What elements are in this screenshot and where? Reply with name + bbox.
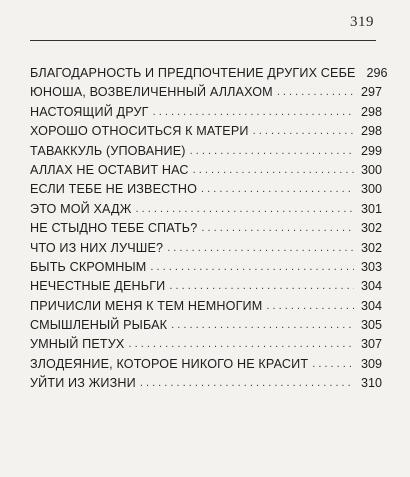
toc-dot-leader	[169, 277, 354, 296]
toc-entry-title: ХОРОШО ОТНОСИТЬСЯ К МАТЕРИ	[30, 124, 249, 139]
toc-dot-leader	[140, 374, 354, 393]
toc-entry	[30, 64, 388, 83]
toc-entry	[30, 239, 382, 258]
toc-entry-page: 302	[360, 221, 382, 236]
toc-entry-title: ЕСЛИ ТЕБЕ НЕ ИЗВЕСТНО	[30, 182, 198, 197]
toc-entry-title: БЫТЬ СКРОМНЫМ	[30, 259, 147, 274]
toc-entry	[30, 374, 382, 393]
page-number: 319	[350, 14, 374, 30]
toc-entry	[30, 316, 382, 335]
toc-entry	[30, 142, 382, 161]
toc-dot-leader	[190, 142, 354, 161]
toc-entry-page: 296	[366, 66, 388, 80]
toc-entry-title: ТАВАККУЛЬ (УПОВАНИЕ)	[30, 143, 186, 158]
toc-entry-page: 298	[360, 124, 382, 139]
table-of-contents	[30, 64, 388, 394]
toc-entry	[30, 103, 382, 122]
toc-dot-leader	[312, 355, 354, 374]
toc-entry-title: ЭТО МОЙ ХАДЖ	[30, 201, 132, 216]
toc-entry	[30, 297, 382, 316]
toc-dot-leader	[128, 335, 354, 354]
toc-dot-leader	[136, 200, 355, 219]
toc-dot-leader	[201, 219, 354, 238]
header-rule	[30, 40, 376, 41]
toc-entry-title: УМНЫЙ ПЕТУХ	[30, 337, 125, 352]
toc-entry-title: ЗЛОДЕЯНИЕ, КОТОРОЕ НИКОГО НЕ КРАСИТ	[30, 356, 309, 371]
toc-entry-title: НЕЧЕСТНЫЕ ДЕНЬГИ	[30, 279, 166, 294]
toc-dot-leader	[150, 258, 354, 277]
toc-entry-title: НЕ СТЫДНО ТЕБЕ СПАТЬ?	[30, 221, 198, 236]
toc-entry	[30, 277, 382, 296]
toc-entry-page: 310	[360, 376, 382, 391]
toc-entry	[30, 258, 382, 277]
toc-entry-page: 304	[360, 279, 382, 294]
toc-entry	[30, 219, 382, 238]
toc-entry	[30, 83, 382, 102]
toc-dot-leader	[193, 161, 354, 180]
toc-dot-leader	[201, 180, 354, 199]
toc-entry	[30, 335, 382, 354]
toc-entry-title: ЧТО ИЗ НИХ ЛУЧШЕ?	[30, 240, 164, 255]
toc-entry-page: 297	[360, 85, 382, 100]
toc-entry-title: ПРИЧИСЛИ МЕНЯ К ТЕМ НЕМНОГИМ	[30, 298, 263, 313]
toc-entry	[30, 180, 382, 199]
toc-dot-leader	[167, 239, 354, 258]
toc-entry-title: ЮНОША, ВОЗВЕЛИЧЕННЫЙ АЛЛАХОМ	[30, 85, 273, 100]
toc-entry-page: 300	[360, 162, 382, 177]
toc-dot-leader	[266, 297, 354, 316]
toc-entry	[30, 122, 382, 141]
toc-entry-page: 298	[360, 104, 382, 119]
toc-dot-leader	[153, 103, 354, 122]
toc-dot-leader	[277, 83, 354, 102]
toc-dot-leader	[171, 316, 354, 335]
toc-entry-page: 304	[360, 298, 382, 313]
toc-entry-page: 305	[360, 318, 382, 333]
toc-entry-page: 299	[360, 143, 382, 158]
toc-entry-page: 309	[360, 356, 382, 371]
toc-entry	[30, 161, 382, 180]
toc-entry-title: АЛЛАХ НЕ ОСТАВИТ НАС	[30, 162, 189, 177]
toc-entry-title: БЛАГОДАРНОСТЬ И ПРЕДПОЧТЕНИЕ ДРУГИХ СЕБЕ	[30, 66, 356, 80]
toc-entry-title: СМЫШЛЕНЫЙ РЫБАК	[30, 318, 168, 333]
toc-entry-title: НАСТОЯЩИЙ ДРУГ	[30, 104, 149, 119]
toc-entry	[30, 355, 382, 374]
toc-entry-page: 301	[360, 201, 382, 216]
toc-entry	[30, 200, 382, 219]
toc-entry-page: 307	[360, 337, 382, 352]
toc-entry-page: 300	[360, 182, 382, 197]
toc-entry-title: УЙТИ ИЗ ЖИЗНИ	[30, 376, 136, 391]
toc-entry-page: 303	[360, 259, 382, 274]
toc-dot-leader	[253, 122, 354, 141]
toc-entry-page: 302	[360, 240, 382, 255]
